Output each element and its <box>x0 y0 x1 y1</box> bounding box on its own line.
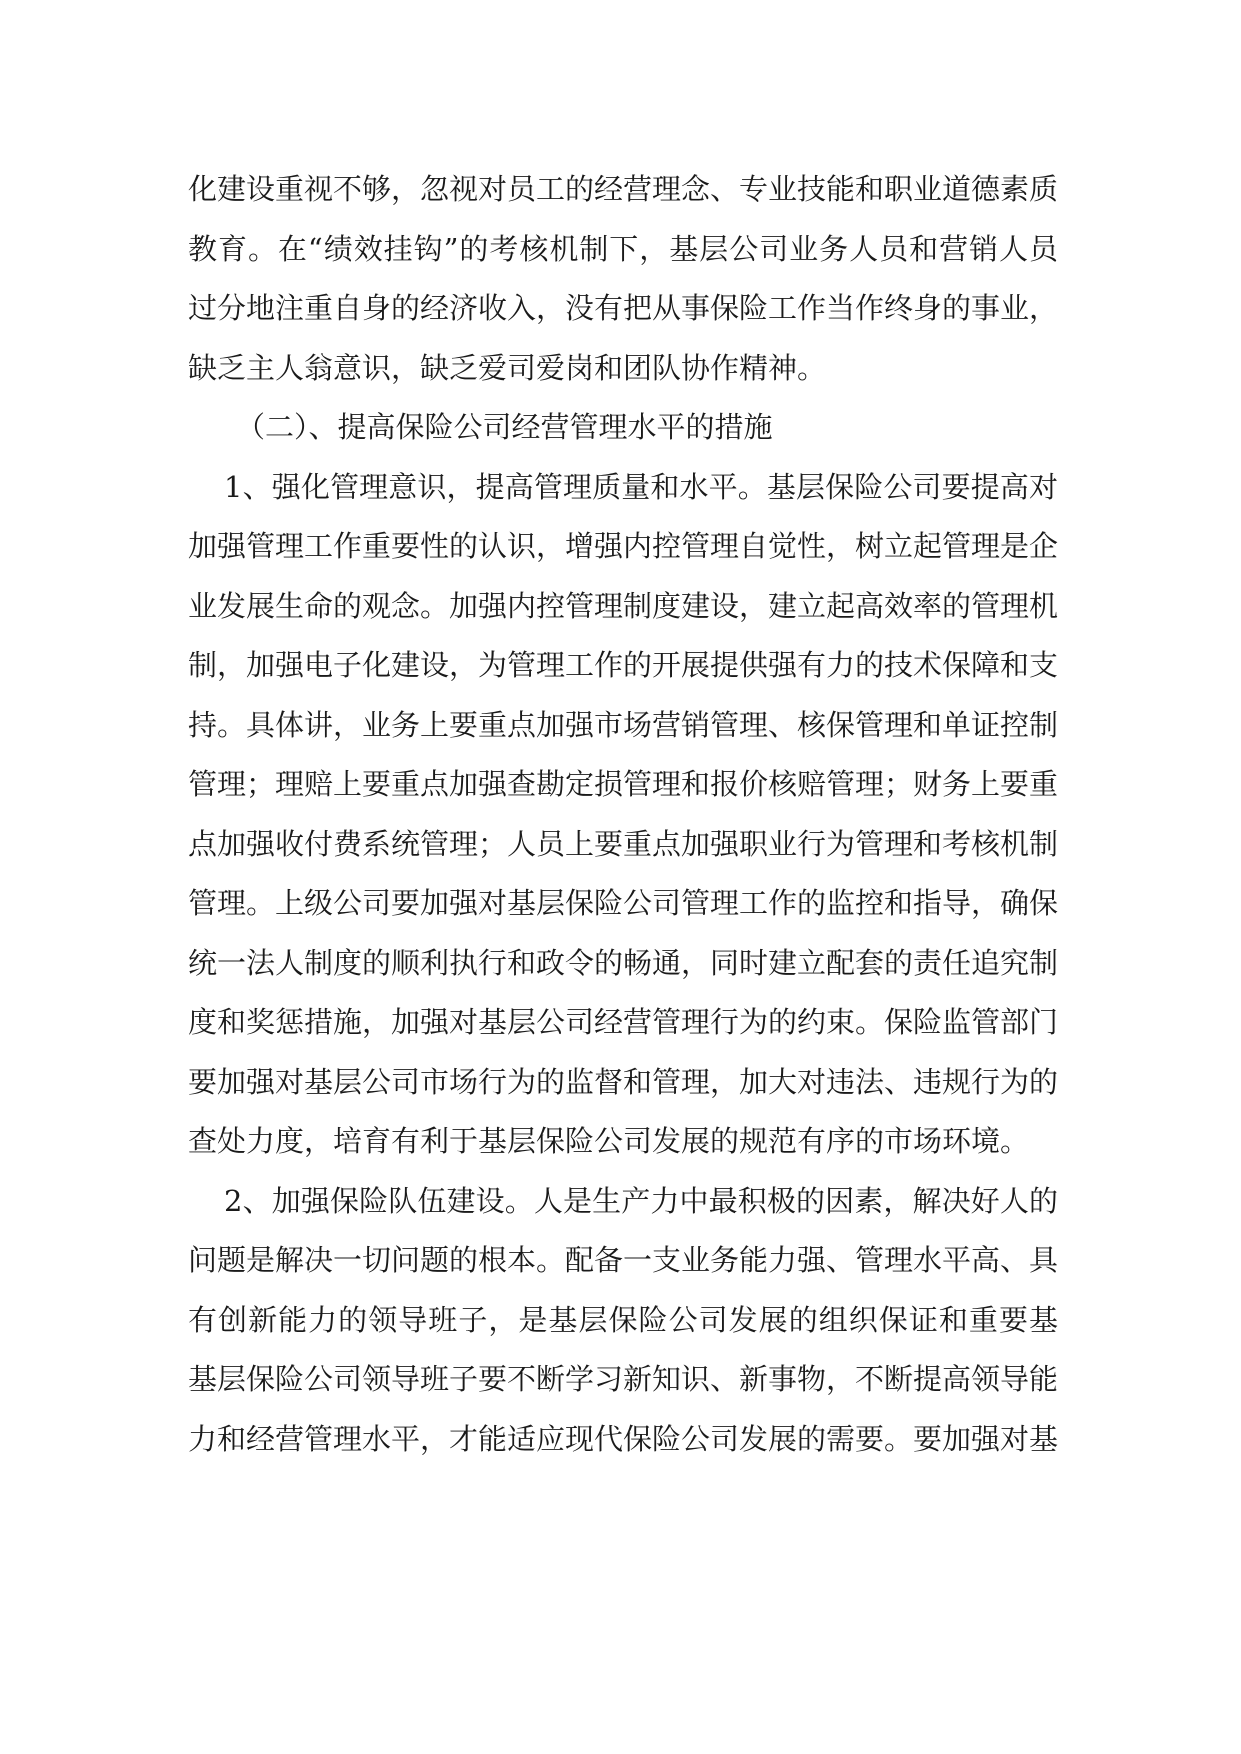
text-line: 过分地注重自身的经济收入，没有把从事保险工作当作终身的事业， <box>188 291 1058 325</box>
text-line: 基层保险公司领导班子要不断学习新知识、新事物，不断提高领导能 <box>188 1362 1058 1396</box>
text-line: 管理。上级公司要加强对基层保险公司管理工作的监控和指导，确保 <box>188 886 1058 920</box>
text-line: 化建设重视不够，忽视对员工的经营理念、专业技能和职业道德素质 <box>188 172 1058 206</box>
section-heading: （二）、提高保险公司经营管理水平的措施 <box>236 410 773 444</box>
text-line: 教育。在“绩效挂钩”的考核机制下，基层公司业务人员和营销人员 <box>188 231 1058 266</box>
text-line: 力和经营管理水平，才能适应现代保险公司发展的需要。要加强对基 <box>188 1421 1058 1456</box>
text-line: 问题是解决一切问题的根本。配备一支业务能力强、管理水平高、具 <box>188 1243 1058 1277</box>
list-item-first-line: 2、加强保险队伍建设。人是生产力中最积极的因素，解决好人的 <box>224 1183 1058 1218</box>
text-line: 持。具体讲，业务上要重点加强市场营销管理、核保管理和单证控制 <box>188 707 1058 742</box>
text-line: 有创新能力的领导班子，是基层保险公司发展的组织保证和重要基 <box>188 1302 1058 1337</box>
text-line: 管理；理赔上要重点加强查勘定损管理和报价核赔管理；财务上要重 <box>188 767 1058 801</box>
text-line: 点加强收付费系统管理；人员上要重点加强职业行为管理和考核机制 <box>188 826 1058 861</box>
body-text <box>188 160 1058 1469</box>
text-line: 要加强对基层公司市场行为的监督和管理，加大对违法、违规行为的 <box>188 1064 1058 1099</box>
text-line: 制，加强电子化建设，为管理工作的开展提供强有力的技术保障和支 <box>188 648 1058 682</box>
text-line: 业发展生命的观念。加强内控管理制度建设，建立起高效率的管理机 <box>188 588 1058 623</box>
text-line: 度和奖惩措施，加强对基层公司经营管理行为的约束。保险监管部门 <box>188 1005 1058 1039</box>
text-line: 加强管理工作重要性的认识，增强内控管理自觉性，树立起管理是企 <box>188 529 1058 563</box>
text-line: 统一法人制度的顺利执行和政令的畅通，同时建立配套的责任追究制 <box>188 945 1058 980</box>
list-item-first-line: 1、强化管理意识，提高管理质量和水平。基层保险公司要提高对 <box>224 469 1058 504</box>
text-line: 缺乏主人翁意识，缺乏爱司爱岗和团队协作精神。 <box>188 350 827 385</box>
text-line: 查处力度，培育有利于基层保险公司发展的规范有序的市场环境。 <box>188 1124 1030 1158</box>
